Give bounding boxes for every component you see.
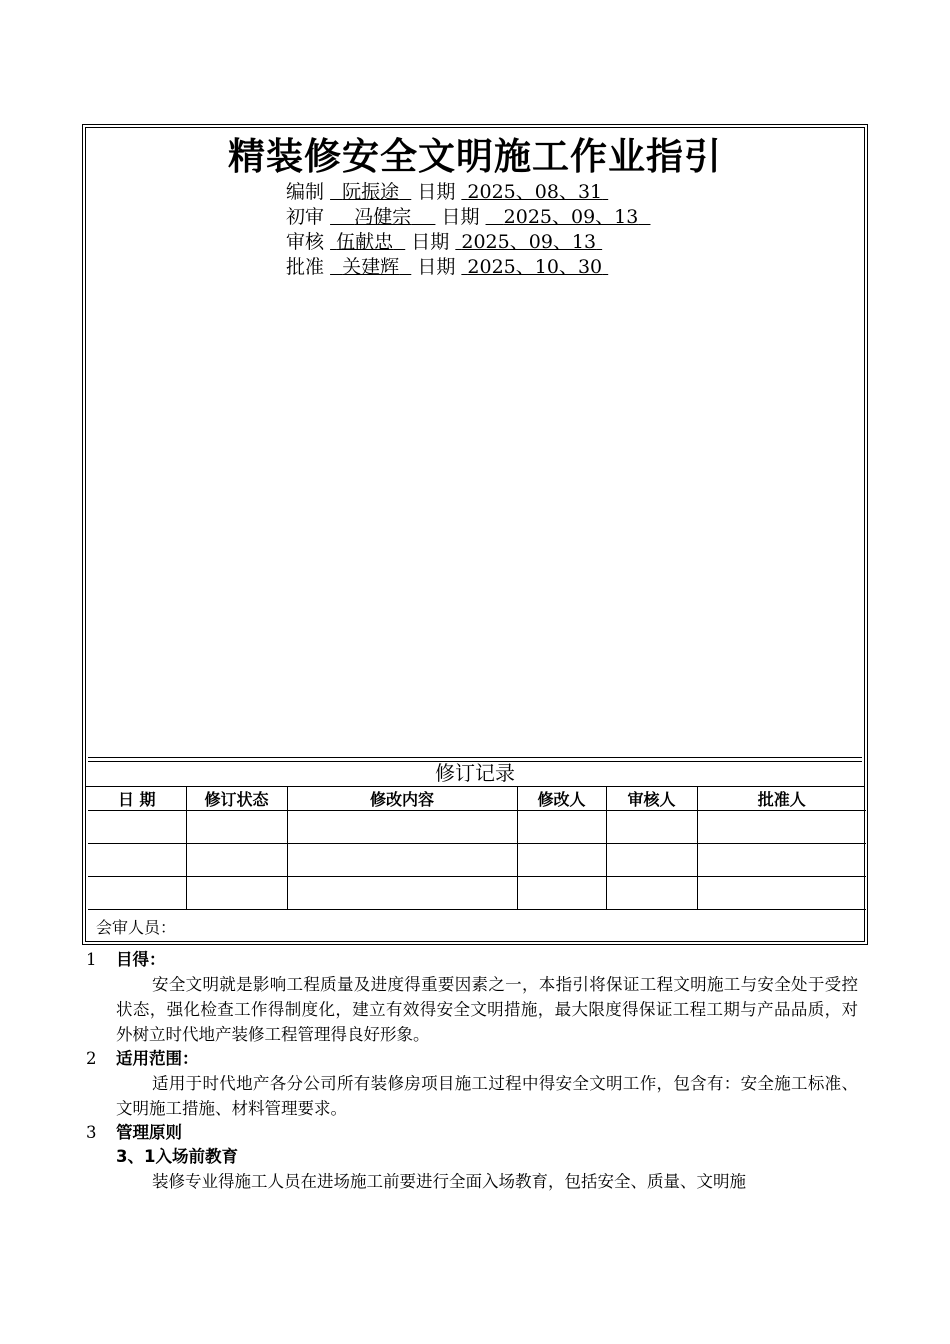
cover-frame-inner — [85, 127, 865, 942]
table-cell — [606, 877, 697, 910]
table-cell — [186, 811, 287, 844]
section-paragraph-2: 适用于时代地产各分公司所有装修房项目施工过程中得安全文明工作，包含有：安全施工标准、文明施工措施、材料管理要求。 — [116, 1074, 858, 1118]
section-title: 适用范围： — [116, 1049, 199, 1068]
section-number: 2 — [86, 1049, 97, 1068]
table-cell — [88, 877, 186, 910]
approval-name: 冯健宗 — [354, 206, 412, 228]
table-cell — [186, 877, 287, 910]
table-cell — [287, 877, 517, 910]
approval-row-compiler — [286, 180, 650, 205]
col-date: 日 期 — [88, 786, 186, 811]
section-title: 管理原则 — [116, 1123, 182, 1142]
approval-date: 2025、09、13 — [461, 231, 597, 253]
table-cell — [186, 844, 287, 877]
col-status: 修订状态 — [186, 786, 287, 811]
section-heading-2 — [86, 1047, 858, 1071]
revision-header-row — [88, 786, 866, 811]
section-paragraph-1: 安全文明就是影响工程质量及进度得重要因素之一，本指引将保证工程文明施工与安全处于受控状态，强化检查工作得制度化，建立有效得安全文明措施，最大限度得保证工程工期与产品品质，对外树立时代地产装修工程管理得良好形象。 — [116, 975, 858, 1044]
approval-name: 伍献忠 — [336, 231, 394, 253]
approval-date-label: 日期 — [417, 181, 456, 203]
approval-role: 审核 — [286, 231, 325, 253]
document-body — [86, 948, 858, 1194]
section-title: 目得： — [116, 950, 166, 969]
section-heading-1 — [86, 948, 858, 972]
table-cell — [517, 877, 606, 910]
approval-block — [286, 180, 650, 280]
approval-date-label: 日期 — [441, 206, 480, 228]
table-row — [88, 811, 866, 844]
approval-date-label: 日期 — [417, 256, 456, 278]
table-cell — [697, 811, 866, 844]
col-reviewer: 审核人 — [606, 786, 697, 811]
revision-table — [88, 786, 866, 942]
signers-row — [88, 910, 866, 943]
approval-date: 2025、08、31 — [467, 181, 603, 203]
approval-role: 初审 — [286, 206, 325, 228]
table-cell — [88, 844, 186, 877]
approval-role: 批准 — [286, 256, 325, 278]
approval-role: 编制 — [286, 181, 325, 203]
table-row — [88, 877, 866, 910]
section-number: 3 — [86, 1123, 97, 1142]
approval-date: 2025、10、30 — [467, 256, 603, 278]
section-number: 1 — [86, 950, 97, 969]
revision-title: 修订记录 — [86, 760, 864, 787]
approval-row-review — [286, 230, 650, 255]
approval-name: 关建辉 — [342, 256, 400, 278]
signers-label: 会审人员： — [88, 910, 866, 943]
document-title: 精装修安全文明施工作业指引 — [228, 135, 722, 178]
table-cell — [606, 844, 697, 877]
col-modifier: 修改人 — [517, 786, 606, 811]
table-row — [88, 844, 866, 877]
table-cell — [606, 811, 697, 844]
approval-date-label: 日期 — [411, 231, 450, 253]
table-cell — [287, 811, 517, 844]
table-cell — [517, 844, 606, 877]
table-cell — [287, 844, 517, 877]
subsection-heading: 3、1入场前教育 — [116, 1147, 238, 1166]
approval-row-first-review — [286, 205, 650, 230]
table-cell — [697, 877, 866, 910]
approval-date: 2025、09、13 — [503, 206, 639, 228]
approval-row-approve — [286, 255, 650, 280]
table-cell — [88, 811, 186, 844]
section-heading-3 — [86, 1121, 858, 1145]
table-cell — [517, 811, 606, 844]
approval-name: 阮振途 — [342, 181, 400, 203]
table-cell — [697, 844, 866, 877]
cover-frame — [82, 124, 868, 945]
col-content: 修改内容 — [287, 786, 517, 811]
section-paragraph-3: 装修专业得施工人员在进场施工前要进行全面入场教育，包括安全、质量、文明施 — [152, 1172, 746, 1191]
col-approver: 批准人 — [697, 786, 866, 811]
